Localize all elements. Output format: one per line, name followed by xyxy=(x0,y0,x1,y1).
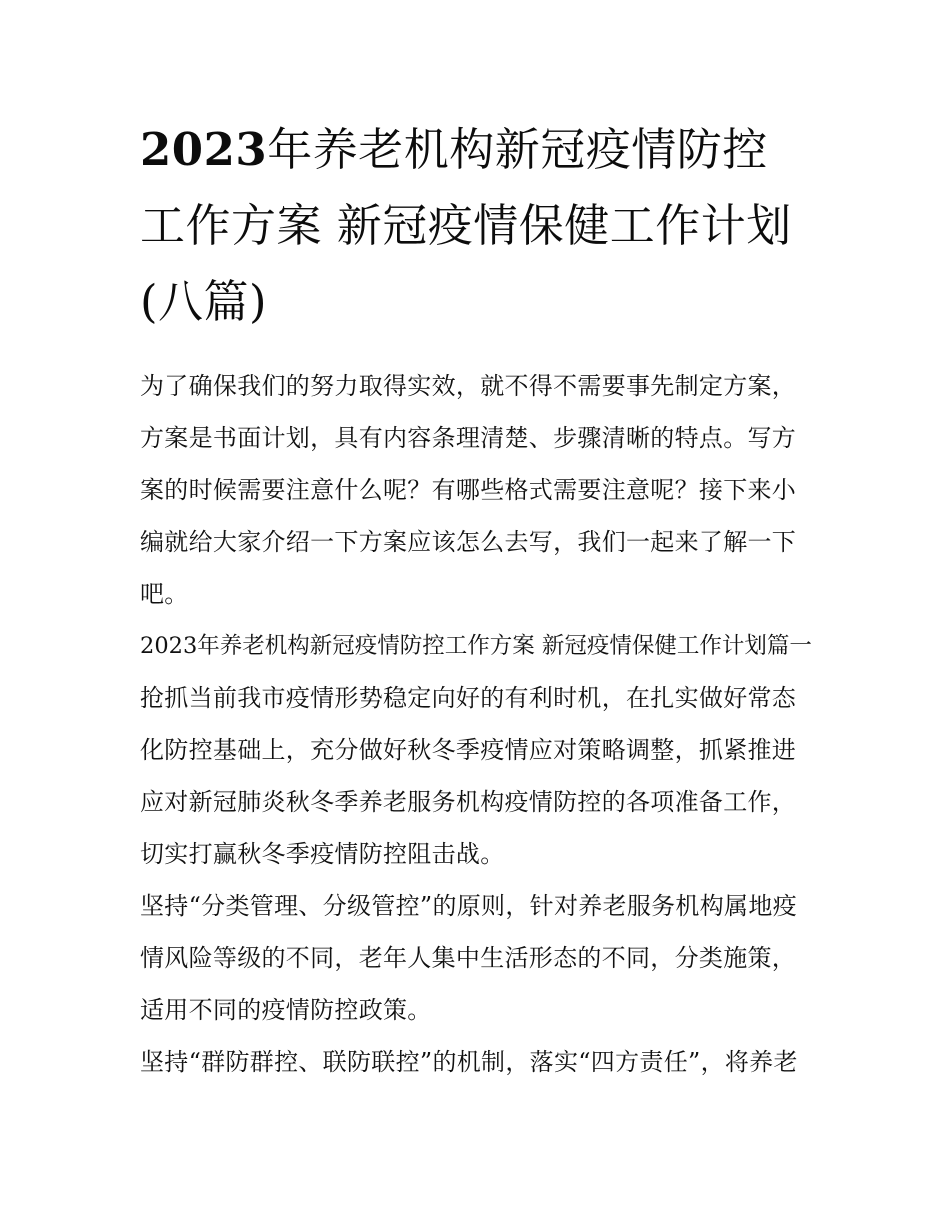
section-heading: 2023年养老机构新冠疫情防控工作方案 新冠疫情保健工作计划篇一 xyxy=(140,633,812,659)
body-paragraph-3: 坚持“群防群控、联防联控”的机制，落实“四方责任”，将养老 xyxy=(140,1048,798,1076)
body-paragraph-1: 抢抓当前我市疫情形势稳定向好的有利时机，在扎实做好常态化防控基础上，充分做好秋冬季疫情应对策略调整，抓紧推进应对新冠肺炎秋冬季养老服务机构疫情防控的各项准备工作，切实打赢秋冬季疫情防控阻击战。 xyxy=(140,684,797,868)
title-text: 年养老机构新冠疫情防控工作方案 新冠疫情保健工作计划(八篇) xyxy=(140,123,792,328)
intro-paragraph: 为了确保我们的努力取得实效，就不得不需要事先制定方案，方案是书面计划，具有内容条理清楚、步骤清晰的特点。写方案的时候需要注意什么呢？有哪些格式需要注意呢？接下来小编就给大家介绍一下方案应该怎么去写，我们一起来了解一下吧。 xyxy=(140,372,797,608)
title-year: 2023 xyxy=(140,123,268,176)
document-body xyxy=(140,112,812,1088)
body-paragraph-2: 坚持“分类管理、分级管控”的原则，针对养老服务机构属地疫情风险等级的不同，老年人集中生活形态的不同，分类施策，适用不同的疫情防控政策。 xyxy=(140,892,797,1024)
document-title xyxy=(140,112,812,340)
